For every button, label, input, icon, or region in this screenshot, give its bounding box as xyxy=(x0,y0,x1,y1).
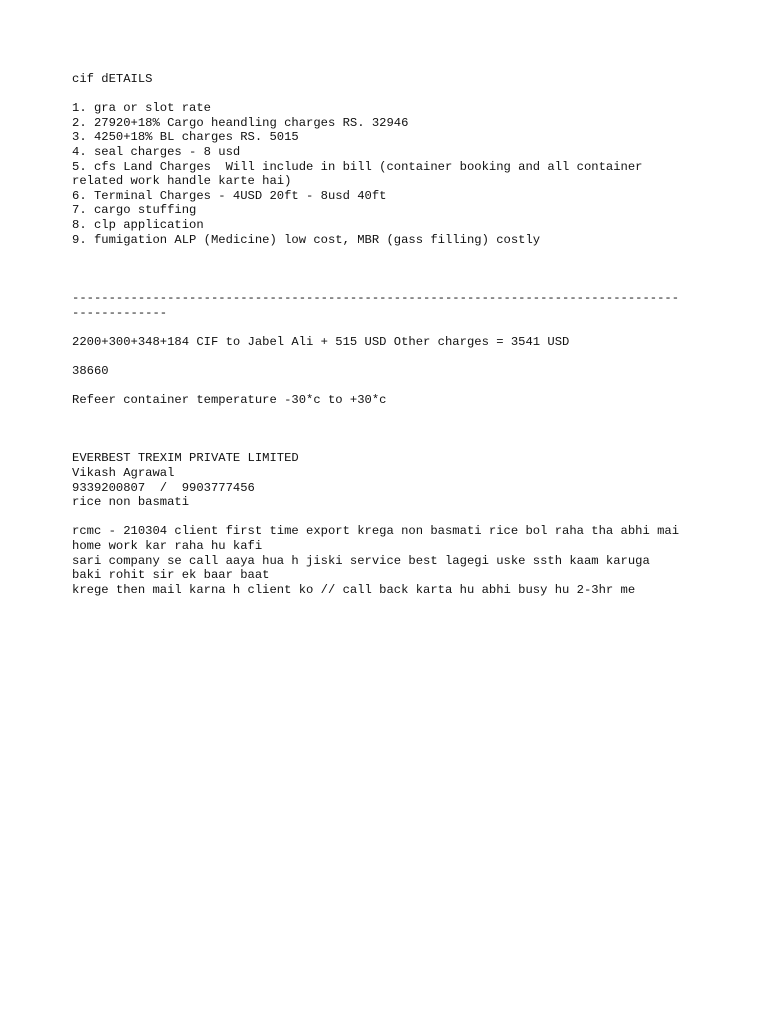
list-item: 6. Terminal Charges - 4USD 20ft - 8usd 40ft xyxy=(72,188,387,203)
spacer xyxy=(72,437,702,452)
cif-total: 2200+300+348+184 CIF to Jabel Ali + 515 USD Other charges = 3541 USD xyxy=(72,334,570,349)
section-heading: cif dETAILS xyxy=(72,72,153,86)
company-name: EVERBEST TREXIM PRIVATE LIMITED xyxy=(72,451,299,466)
contact-name: Vikash Agrawal xyxy=(72,466,175,481)
note-line: rcmc - 210304 client first time export krega non basmati rice bol raha tha abhi mai xyxy=(72,524,680,539)
spacer xyxy=(72,276,702,291)
spacer xyxy=(72,422,702,437)
document-page xyxy=(72,72,702,597)
list-item: 4. seal charges - 8 usd xyxy=(72,144,241,159)
spacer xyxy=(72,87,702,102)
list-item: 2. 27920+18% Cargo heandling charges RS. 32946 xyxy=(72,115,409,130)
spacer xyxy=(72,408,702,423)
contact-phones: 9339200807 / 9903777456 xyxy=(72,480,255,495)
list-item: 5. cfs Land Charges Will include in bill (container booking and all container xyxy=(72,159,643,174)
note-line: sari company se call aaya hua h jiski service best lagegi uske ssth kaam karuga xyxy=(72,553,650,568)
list-item: 8. clp application xyxy=(72,217,204,232)
reefer-temperature: Refeer container temperature -30*c to +30*c xyxy=(72,393,387,408)
note-line: krege then mail karna h client ko // call back karta hu abhi busy hu 2-3hr me xyxy=(72,582,636,597)
spacer xyxy=(72,349,702,364)
divider-line: ----------------------------------------------------------------------------------- xyxy=(72,290,680,305)
spacer xyxy=(72,510,702,525)
note-line: home work kar raha hu kafi xyxy=(72,539,263,553)
spacer xyxy=(72,262,702,277)
spacer xyxy=(72,320,702,335)
list-item: 3. 4250+18% BL charges RS. 5015 xyxy=(72,130,299,145)
divider-line-continued: ------------- xyxy=(72,305,168,320)
list-item: 7. cargo stuffing xyxy=(72,203,197,218)
number-value: 38660 xyxy=(72,363,109,378)
contact-product: rice non basmati xyxy=(72,495,190,510)
list-item: related work handle karte hai) xyxy=(72,174,292,189)
spacer xyxy=(72,247,702,262)
note-line: baki rohit sir ek baar baat xyxy=(72,568,270,583)
list-item: 9. fumigation ALP (Medicine) low cost, MBR (gass filling) costly xyxy=(72,232,541,247)
list-item: 1. gra or slot rate xyxy=(72,101,211,116)
spacer xyxy=(72,378,702,393)
